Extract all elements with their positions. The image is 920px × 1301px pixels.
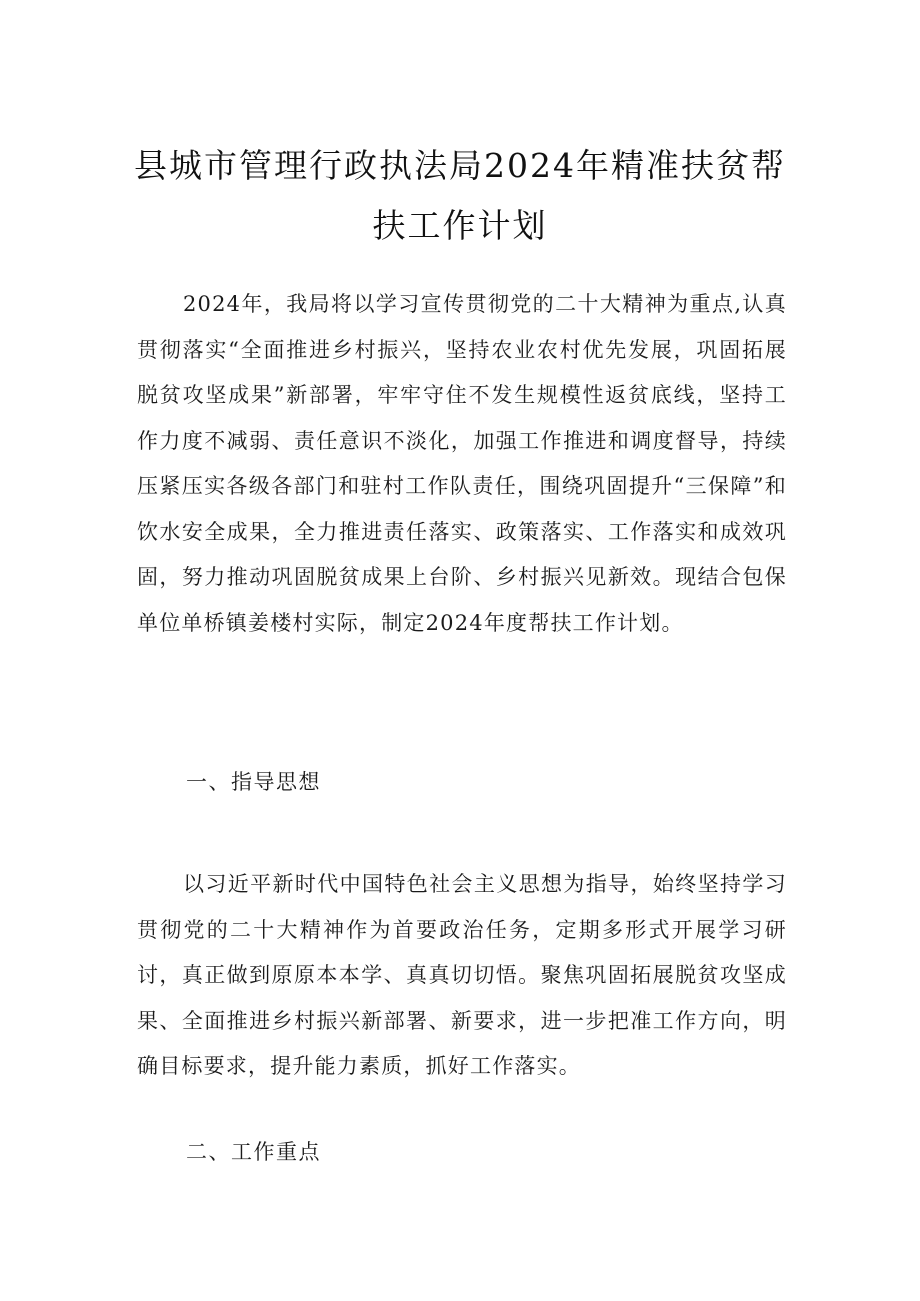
- section-heading-work-focus: 二、工作重点: [186, 1140, 321, 1164]
- document-title-line-2: 扶工作计划: [372, 206, 548, 245]
- section-heading-guiding-ideology: 一、指导思想: [186, 770, 321, 794]
- guiding-ideology-paragraph: 以习近平新时代中国特色社会主义思想为指导，始终坚持学习贯彻党的二十大精神作为首要政治任务，定期多形式开展学习研讨，真正做到原原本本学、真真切切悟。聚焦巩固拓展脱贫攻坚成果、全面推进乡村振兴新部署、新要求，进一步把准工作方向，明确目标要求，提升能力素质，抓好工作落实。: [137, 872, 787, 1078]
- document-title-line-1: 县城市管理行政执法局2024年精准扶贫帮: [134, 146, 786, 185]
- intro-paragraph: 2024年，我局将以学习宣传贯彻党的二十大精神为重点,认真贯彻落实“全面推进乡村振兴，坚持农业农村优先发展，巩固拓展脱贫攻坚成果”新部署，牢牢守住不发生规模性返贫底线，坚持工作力度不减弱、责任意识不淡化，加强工作推进和调度督导，持续压紧压实各级各部门和驻村工作队责任，围绕巩固提升“三保障”和饮水安全成果，全力推进责任落实、政策落实、工作落实和成效巩固，努力推动巩固脱贫成果上台阶、乡村振兴见新效。现结合包保单位单桥镇姜楼村实际，制定2024年度帮扶工作计划。: [137, 292, 787, 635]
